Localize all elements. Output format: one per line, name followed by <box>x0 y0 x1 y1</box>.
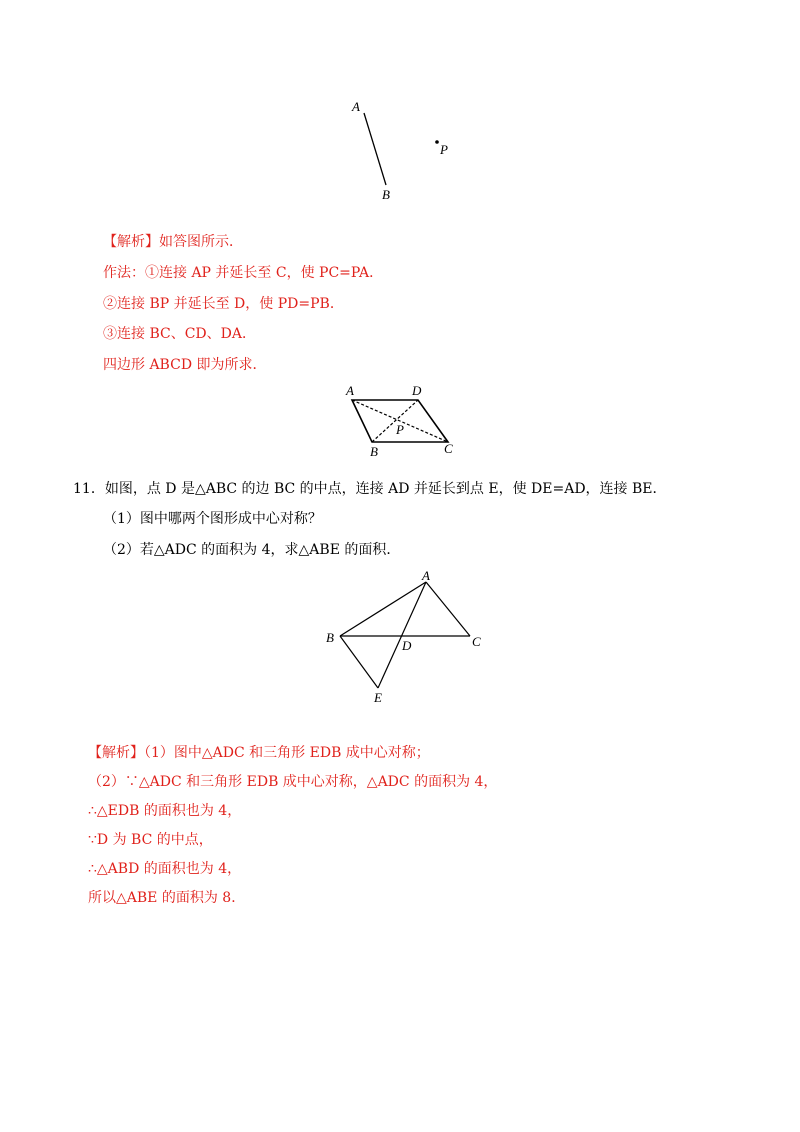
label-p: P <box>396 422 404 437</box>
label-a: A <box>352 99 360 114</box>
figure-parallelogram-abcd <box>340 380 470 460</box>
segment-ae <box>378 582 426 688</box>
solution11-line3: ∴△EDB 的面积也为 4， <box>88 803 242 819</box>
solution11-line1: 【解析】（1）图中△ADC 和三角形 EDB 成中心对称； <box>88 745 430 761</box>
label-e: E <box>374 690 382 705</box>
solution11-line4: ∵D 为 BC 的中点， <box>88 832 213 848</box>
solution11-line6: 所以△ABE 的面积为 8． <box>88 890 246 906</box>
solution10-line2: 作法：①连接 AP 并延长至 C，使 PC=PA． <box>103 265 384 281</box>
segment-ac <box>426 582 470 636</box>
segment-be <box>340 636 378 688</box>
problem11-stem: 11．如图，点 D 是△ABC 的边 BC 的中点，连接 AD 并延长到点 E，使 DE=AD，连接 BE． <box>73 481 667 497</box>
solution10-line5: 四边形 ABCD 即为所求． <box>103 357 267 373</box>
label-c: C <box>444 441 453 456</box>
label-c: C <box>472 634 481 649</box>
diagonal-bd <box>372 400 418 442</box>
label-p: P <box>440 142 448 157</box>
problem11-question2: （2）若△ADC 的面积为 4，求△ABE 的面积． <box>103 542 401 558</box>
solution11-line2: （2）∵△ADC 和三角形 EDB 成中心对称，△ADC 的面积为 4， <box>88 774 498 790</box>
problem11-question1: （1）图中哪两个图形成中心对称？ <box>103 511 322 527</box>
label-a: A <box>422 568 430 583</box>
solution10-line1: 【解析】如答图所示． <box>103 234 243 250</box>
label-b: B <box>326 630 334 645</box>
solution11-line5: ∴△ABD 的面积也为 4， <box>88 861 242 877</box>
label-a: A <box>346 383 354 398</box>
solution10-line4: ③连接 BC、CD、DA． <box>103 326 256 342</box>
point-p <box>435 140 439 144</box>
label-d: D <box>412 383 422 398</box>
solution10-line3: ②连接 BP 并延长至 D，使 PD=PB． <box>103 296 344 312</box>
figure-segment-ab-point-p <box>340 95 480 215</box>
label-b: B <box>370 444 378 459</box>
label-b: B <box>382 187 390 202</box>
label-d: D <box>402 638 412 653</box>
segment-ab <box>340 582 426 636</box>
segment-ab <box>364 113 386 185</box>
figure-triangle-abc-median <box>320 570 490 710</box>
